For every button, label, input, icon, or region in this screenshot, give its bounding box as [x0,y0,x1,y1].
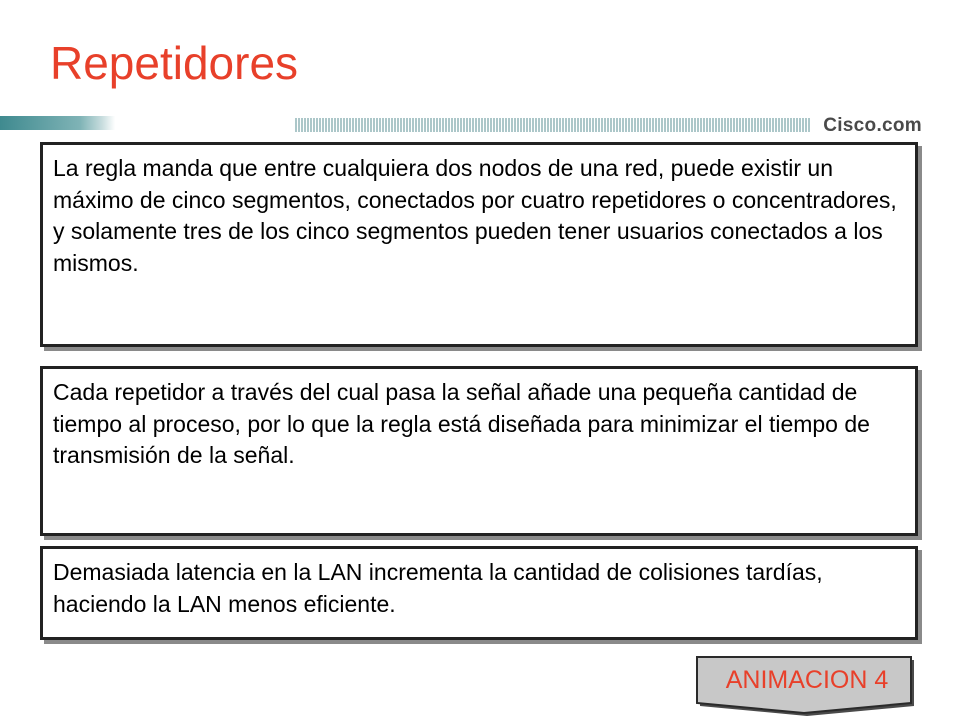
animation-button-label: ANIMACION 4 [725,666,889,694]
text-box-3-content: Demasiada latencia en la LAN incrementa la cantidad de colisiones tardías, haciendo la LAN menos eficiente. [53,559,823,617]
text-box-1 [40,142,918,347]
header-bar [0,112,960,136]
text-box-2 [40,366,918,536]
animation-button[interactable] [696,656,918,718]
text-box-2-content: Cada repetidor a través del cual pasa la señal añade una pequeña cantidad de tiempo al proceso, por lo que la regla está diseñada para minimizar el tiempo de transmisión de la señal. [53,379,870,469]
text-box-3 [40,546,918,640]
text-box-1-content: La regla manda que entre cualquiera dos nodos de una red, puede existir un máximo de cinco segmentos, conectados por cuatro repetidores o concentradores, y solamente tres de los cinco segmentos pueden tener usuarios conectados a los mismos. [53,155,897,277]
slide-title: Repetidores [50,37,299,89]
cisco-logo: Cisco.com [823,115,922,136]
